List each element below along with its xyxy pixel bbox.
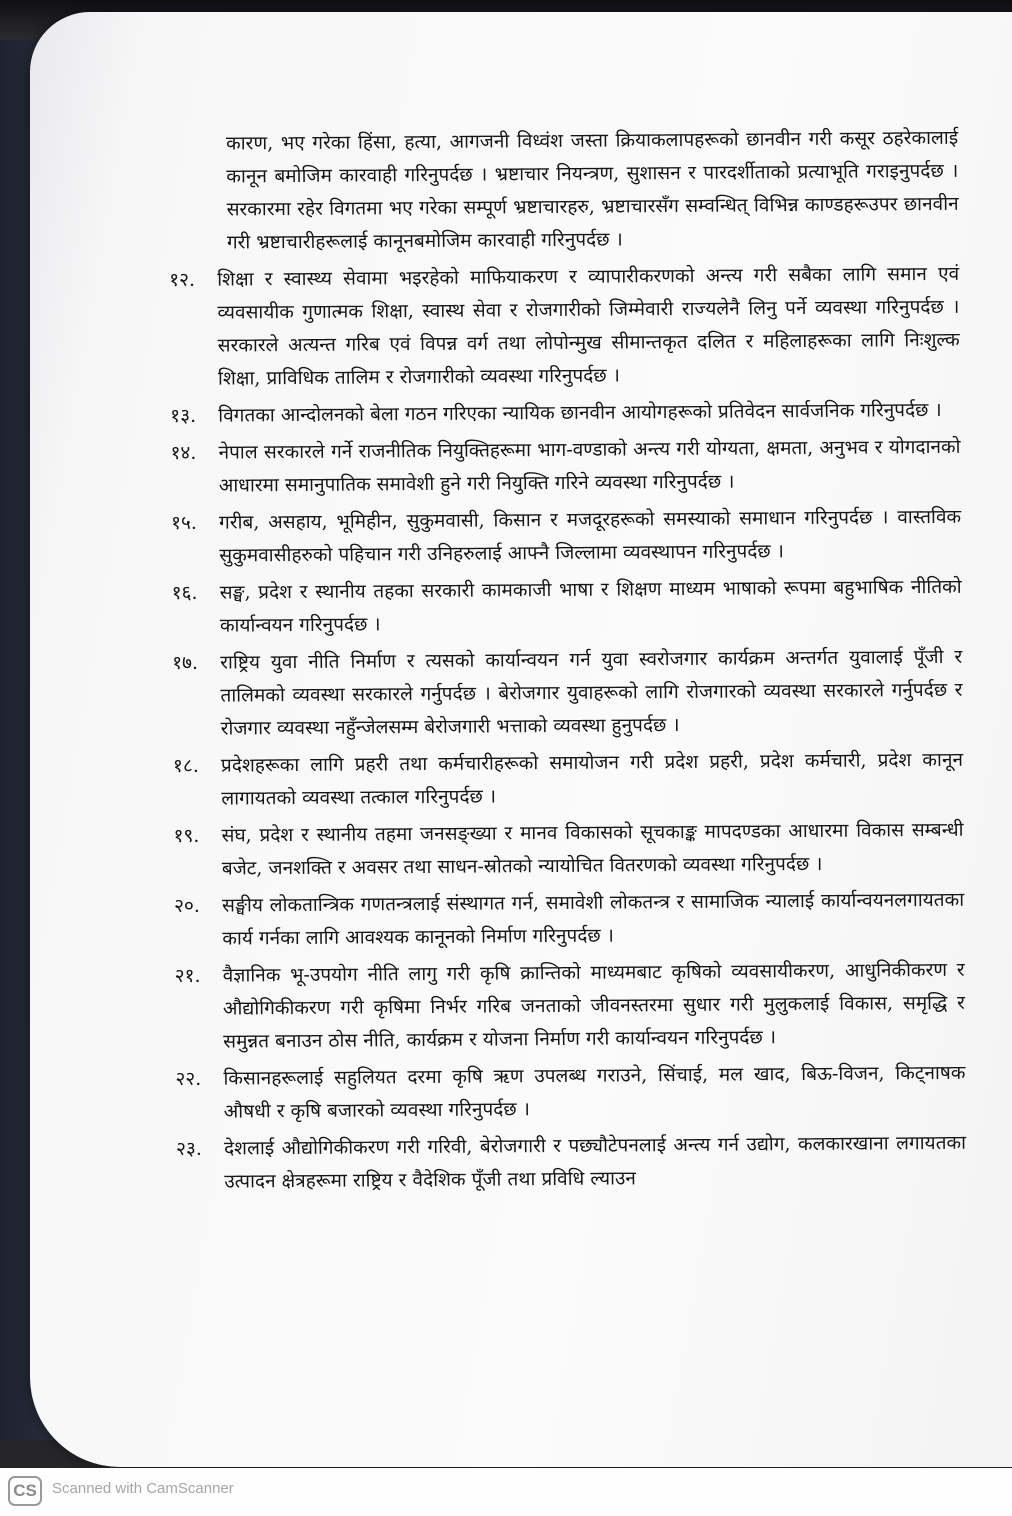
item-number: १७. [172, 651, 199, 674]
item-text: सङ्घीय लोकतान्त्रिक गणतन्त्रलाई संस्थागत गर्न, समावेशी लोकतन्त्र र सामाजिक न्यालाई कार्यान्वयनलगायतका कार्य गर्नका लागि आवश्यक कानूनको निर्माण गरिनुपर्दछ । [222, 888, 965, 950]
list-item [172, 571, 962, 643]
list-item [172, 641, 963, 746]
item-number: २१. [174, 964, 201, 987]
list-item [174, 884, 964, 956]
list-item [175, 954, 966, 1059]
item-text: नेपाल सरकारले गर्ने राजनीतिक नियुक्तिहरूमा भाग-वण्डाको अन्त्य गरी योग्यता, क्षमता, अनुभव र योगदानको आधारमा समानुपातिक समावेशी हुने गरी नियुक्ति गरिने व्यवस्था गरिनुपर्दछ । [218, 435, 961, 497]
intro-line: कारण, भए गरेका हिंसा, हत्या, आगजनी विध्वंश जस्ता क्रियाकलापहरूको छानवीन गरी [226, 127, 840, 155]
item-text: शिक्षा र स्वास्थ्य सेवामा भइरहेको माफियाकरण र व्यापारीकरणको अन्त्य गरी सबैका लागि समान एवं व्यवसायीक गुणात्मक शिक्षा, स्वास्थ सेवा र रोजगारीको जिम्मेवारी राज्यलेनै लिनु पर्ने व्यवस्था गरिनुपर्दछ । सरकारले अत्यन्त गरिब एवं विपन्न वर्ग तथा लोपोन्मुख सीमान्तकृत दलित र महिलाहरूका लागि निःशुल्क शिक्षा, प्राविधिक तालिम र रोजगारीको व्यवस्था गरिनुपर्दछ । [217, 262, 960, 390]
item-number: १६. [171, 581, 198, 604]
intro-line: कसूर ठहरेकालाई कानून बमोजिम कारवाही गरिनुपर्दछ । भ्रष्टाचार नियन्त्रण, सुशासन र [226, 126, 959, 188]
list-item [173, 814, 963, 886]
item-number: २३. [175, 1137, 202, 1160]
list-item [171, 501, 961, 573]
list-item [169, 258, 960, 396]
list-item [175, 1057, 965, 1129]
item-number: १९. [173, 824, 200, 847]
item-text: किसानहरूलाई सहुलियत दरमा कृषि ऋण उपलब्ध गराउने, सिंचाई, मल खाद, बिऊ-विजन, किट्नाषक औषधी र कृषि बजारको व्यवस्था गरिनुपर्दछ । [223, 1061, 966, 1123]
intro-line: पारदर्शीताको प्रत्याभूति गराइनुपर्दछ । सरकारमा रहेर विगतमा भए गरेका सम्पूर्ण [226, 159, 959, 221]
item-text: गरीब, असहाय, भूमिहीन, सुकुमवासी, किसान र मजदूरहरूको समस्याको समाधान गरिनुपर्दछ । वास्तविक सुकुमवासीहरुको पहिचान गरी उनिहरुलाई आफ्नै जिल्लामा व्यवस्थापन गरिनुपर्दछ । [219, 505, 962, 567]
list-item [170, 394, 960, 433]
intro-line: भ्रष्टाचारीहरूलाई कानूनबमोजिम कारवाही गरिनुपर्दछ । [256, 228, 623, 254]
document-body [168, 122, 966, 1203]
item-text: विगतका आन्दोलनको बेला गठन गरिएका न्यायिक छानवीन आयोगहरूको प्रतिवेदन सार्वजनिक गरिनुपर्दछ । [218, 398, 942, 427]
camscanner-footer [0, 1468, 1012, 1516]
camscanner-watermark: Scanned with CamScanner [52, 1480, 234, 1497]
item-number: १४. [170, 441, 197, 464]
intro-paragraph [168, 122, 959, 260]
camscanner-logo: CS [8, 1476, 42, 1506]
item-number: २२. [175, 1067, 202, 1090]
intro-line: भ्रष्टाचारहरु, भ्रष्टाचारसँग सम्वन्धित् विभिन्न काण्डहरूउपर छानवीन गरी [226, 192, 959, 254]
item-text: संघ, प्रदेश र स्थानीय तहमा जनसङ्ख्या र मानव विकासको सूचकाङ्क मापदण्डका आधारमा विकास सम्बन्धी बजेट, जनशक्ति र अवसर तथा साधन-स्रोतको न्यायोचित वितरणको व्यवस्था गरिनुपर्दछ । [221, 818, 964, 880]
list-item [176, 1127, 966, 1199]
item-text: वैज्ञानिक भू-उपयोग नीति लागु गरी कृषि क्रान्तिको माध्यमबाट कृषिको व्यवसायीकरण, आधुनिकीकरण र औद्योगिकीकरण गरी कृषिमा निर्भर गरिब जनताको जीवनस्तरमा सुधार गरी मुलुकलाई विकास, समृद्धि र समुन्नत बनाउन ठोस नीति, कार्यक्रम र योजना निर्माण गरी कार्यान्वयन गरिनुपर्दछ । [222, 958, 965, 1053]
item-text: राष्ट्रिय युवा नीति निर्माण र त्यसको कार्यान्वयन गर्न युवा स्वरोजगार कार्यक्रम अन्तर्गत युवालाई पूँजी र तालिमको व्यवस्था सरकारले गर्नुपर्दछ । बेरोजगार युवाहरूको लागि रोजगारको व्यवस्था सरकारले गर्नुपर्दछ र रोजगार व्यवस्था नहुँन्जेलसम्म बेरोजगारी भत्ताको व्यवस्था हुनुपर्दछ । [220, 645, 963, 740]
item-text: देशलाई औद्योगिकीकरण गरी गरिवी, बेरोजगारी र पछ्यौटेपनलाई अन्त्य गर्न उद्योग, कलकारखाना लगायतका उत्पादन क्षेत्रहरूमा राष्ट्रिय र वैदेशिक पूँजी तथा प्रविधि ल्याउन [223, 1131, 967, 1193]
item-number: १८. [172, 754, 199, 777]
item-number: १५. [171, 511, 198, 534]
item-number: २०. [174, 894, 201, 917]
item-text: प्रदेशहरूका लागि प्रहरी तथा कर्मचारीहरूको समायोजन गरी प्रदेश प्रहरी, प्रदेश कर्मचारी, प्रदेश कानून लागायतको व्यवस्था तत्काल गरिनुपर्दछ । [220, 748, 964, 810]
item-number: १३. [170, 404, 197, 427]
item-text: सङ्घ, प्रदेश र स्थानीय तहका सरकारी कामकाजी भाषा र शिक्षण माध्यम भाषाको रूपमा बहुभाषिक नीतिको कार्यान्वयन गरिनुपर्दछ । [219, 575, 962, 637]
list-item [173, 744, 963, 816]
list-item [170, 431, 960, 503]
item-number: १२. [169, 268, 196, 291]
